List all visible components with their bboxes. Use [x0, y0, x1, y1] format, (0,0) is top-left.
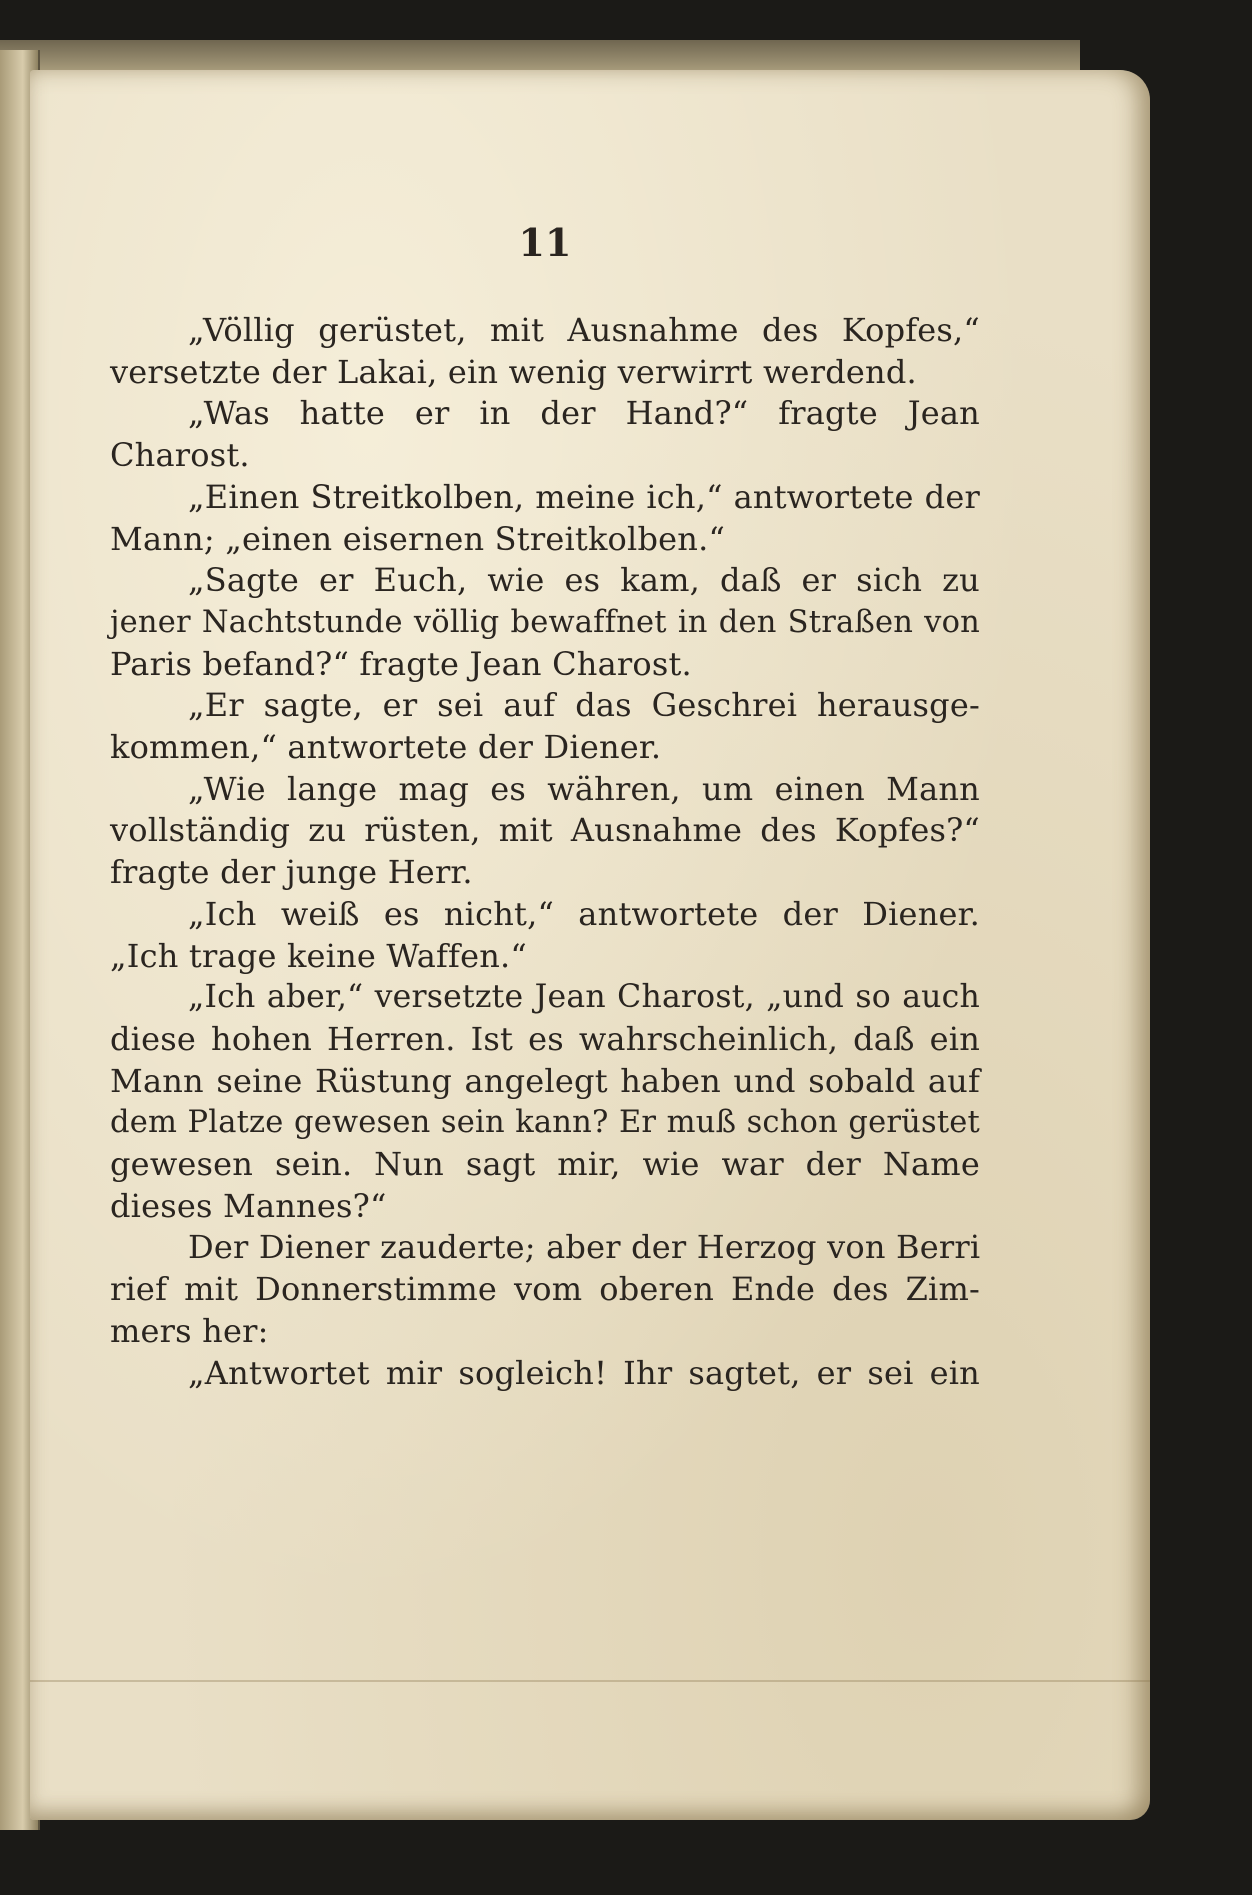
text-line: Paris befand?“ fragte Jean Charost. — [110, 644, 692, 683]
text-line: „Er sagte, er sei auf das Geschrei herausge- — [188, 686, 980, 725]
page-number: 11 — [518, 220, 572, 265]
text-line: „Was hatte er in der Hand?“ fragte Jean — [188, 394, 980, 433]
text-line: fragte der junge Herr. — [110, 853, 473, 892]
text-line: „Wie lange mag es währen, um einen Mann — [188, 769, 980, 808]
text-line: „Sagte er Euch, wie es kam, daß er sich zu — [188, 561, 980, 600]
text-line: Mann; „einen eisernen Streitkolben.“ — [110, 519, 726, 558]
text-line: „Völlig gerüstet, mit Ausnahme des Kopfes,“ — [188, 311, 980, 349]
text-line: dieses Mannes?“ — [110, 1186, 387, 1225]
text-line: „Antwortet mir sogleich! Ihr sagtet, er sei ein — [188, 1353, 980, 1392]
text-line: mers her: — [110, 1311, 269, 1350]
text-line: dem Platze gewesen sein kann? Er muß schon gerüstet — [110, 1105, 980, 1141]
page-fold-line — [30, 1680, 1150, 1682]
text-line: jener Nachtstunde völlig bewaffnet in den Straßen von — [110, 604, 980, 640]
text-line: vollständig zu rüsten, mit Ausnahme des Kopfes?“ — [110, 811, 980, 850]
body-text — [110, 310, 980, 1394]
text-line: „Ich weiß es nicht,“ antwortete der Diener. — [188, 894, 980, 933]
text-line: gewesen sein. Nun sagt mir, wie war der Name — [110, 1145, 980, 1184]
text-line: Mann seine Rüstung angelegt haben und sobald auf — [110, 1061, 980, 1100]
text-line: „Ich trage keine Waffen.“ — [110, 936, 527, 975]
text-line: versetzte der Lakai, ein wenig verwirrt werdend. — [110, 352, 917, 391]
text-line: diese hohen Herren. Ist es wahrscheinlich, daß ein — [110, 1019, 980, 1058]
text-line: Charost. — [110, 436, 250, 475]
text-line: kommen,“ antwortete der Diener. — [110, 728, 662, 767]
text-line: rief mit Donnerstimme vom oberen Ende des Zim- — [110, 1270, 980, 1309]
text-line: Der Diener zauderte; aber der Herzog von Berri — [188, 1228, 981, 1267]
text-line: „Einen Streitkolben, meine ich,“ antwortete der — [188, 477, 980, 516]
text-line: „Ich aber,“ versetzte Jean Charost, „und so auch — [188, 979, 980, 1016]
